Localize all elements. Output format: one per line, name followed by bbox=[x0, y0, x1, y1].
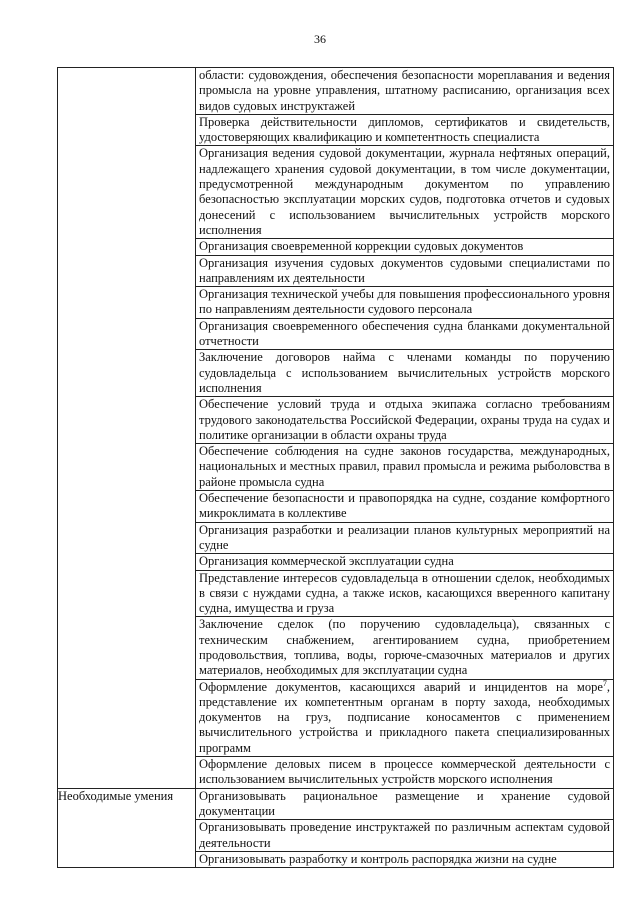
table-cell bbox=[196, 757, 614, 789]
row-label-cell bbox=[58, 68, 196, 789]
table-cell bbox=[196, 287, 614, 319]
table-cell bbox=[196, 68, 614, 115]
cell-text: области: судовождения, обеспечения безопасности мореплавания и ведения промысла на уровне управления, штатному расписанию, организация всех видов судовых инструктажей bbox=[199, 68, 610, 113]
footnote-marker[interactable]: 7 bbox=[602, 678, 607, 688]
cell-text: Организовывать разработку и контроль распорядка жизни на судне bbox=[199, 851, 557, 866]
cell-text: Организация своевременного обеспечения судна бланками документальной отчетности bbox=[199, 318, 610, 349]
cell-text bbox=[196, 680, 613, 756]
cell-text: Оформление деловых писем в процессе коммерческой деятельности с использованием вычислительных устройств морского исполнения bbox=[199, 757, 610, 787]
cell-text: Заключение сделок (по поручению судовладельца), связанных с техническим снабжением, агентированием судна, приобретением продовольствия, топлива, воды, горюче-смазочных материалов и других материалов, необходимых для эксплуатации судна bbox=[199, 617, 610, 678]
table-cell bbox=[196, 491, 614, 523]
table-cell bbox=[196, 679, 614, 756]
cell-text: Организация ведения судовой документации, журнала нефтяных операций, надлежащего хранения судовой документации, в том числе документации, предусмотренной международным документом по управлению безопасностью эксплуатации морских судов, подготовка отчетов и судовых донесений с использованием вычислительных устройств морского исполнения bbox=[199, 146, 610, 237]
cell-text: Заключение договоров найма с членами команды по поручению судовладельца с использованием вычислительных устройств морского исполнения bbox=[199, 350, 610, 395]
table-row bbox=[58, 788, 614, 820]
cell-text: Организация изучения судовых документов судовыми специалистами по направлениям их деятельности bbox=[199, 255, 610, 285]
cell-text: Организация технической учебы для повышения профессионального уровня по направлениям деятельности судового персонала bbox=[199, 287, 610, 317]
cell-text: Организация коммерческой эксплуатации судна bbox=[199, 554, 454, 569]
cell-text-part: , представление их компетентным органам в порту захода, необходимых документов на груз, подписание коносаментов с применением вычислительного устройства и прикладного пакета специализированных программ bbox=[199, 679, 610, 755]
table-cell bbox=[196, 114, 614, 146]
cell-text: Организовывать проведение инструктажей по различным аспектам судовой деятельности bbox=[199, 820, 610, 850]
page-number: 36 bbox=[314, 32, 326, 46]
table-cell bbox=[196, 255, 614, 287]
cell-text: Обеспечение условий труда и отдыха экипажа согласно требованиям трудового законодательства Российской Федерации, охраны труда на судах и политике организации в области охраны труда bbox=[199, 397, 610, 442]
row-label-cell: Необходимые умения bbox=[58, 788, 196, 867]
labor-functions-table bbox=[57, 67, 614, 868]
cell-text: Организация своевременной коррекции судовых документов bbox=[199, 239, 524, 254]
table-cell bbox=[196, 851, 614, 867]
table-row bbox=[58, 68, 614, 115]
cell-text: Представление интересов судовладельца в отношении сделок, необходимых в связи с нуждами судна, а также исков, касающихся вверенного капитану судна, имущества и груза bbox=[199, 570, 610, 616]
table-cell bbox=[196, 522, 614, 554]
cell-text: Организация разработки и реализации планов культурных мероприятий на судне bbox=[199, 522, 610, 552]
table-cell bbox=[196, 554, 614, 570]
cell-text: Обеспечение безопасности и правопорядка на судне, создание комфортного микроклимата в коллективе bbox=[199, 491, 610, 521]
table-cell bbox=[196, 570, 614, 617]
table-cell bbox=[196, 444, 614, 491]
table-cell bbox=[196, 350, 614, 397]
table-cell bbox=[196, 788, 614, 820]
table-cell bbox=[196, 146, 614, 239]
cell-text: Обеспечение соблюдения на судне законов государства, международных, национальных и местных правил, правил промысла и режима рыболовства в районе промысла судна bbox=[199, 444, 610, 489]
cell-text: Организовывать рациональное размещение и хранение судовой документации bbox=[199, 788, 610, 818]
table-cell bbox=[196, 617, 614, 679]
table-cell bbox=[196, 318, 614, 350]
table-cell bbox=[196, 820, 614, 852]
table-cell bbox=[196, 239, 614, 255]
table-cell bbox=[196, 397, 614, 444]
cell-text-part: Оформление документов, касающихся аварий и инцидентов на море bbox=[199, 679, 603, 694]
cell-text: Проверка действительности дипломов, сертификатов и свидетельств, удостоверяющих квалификацию и компетентность специалиста bbox=[199, 114, 610, 145]
